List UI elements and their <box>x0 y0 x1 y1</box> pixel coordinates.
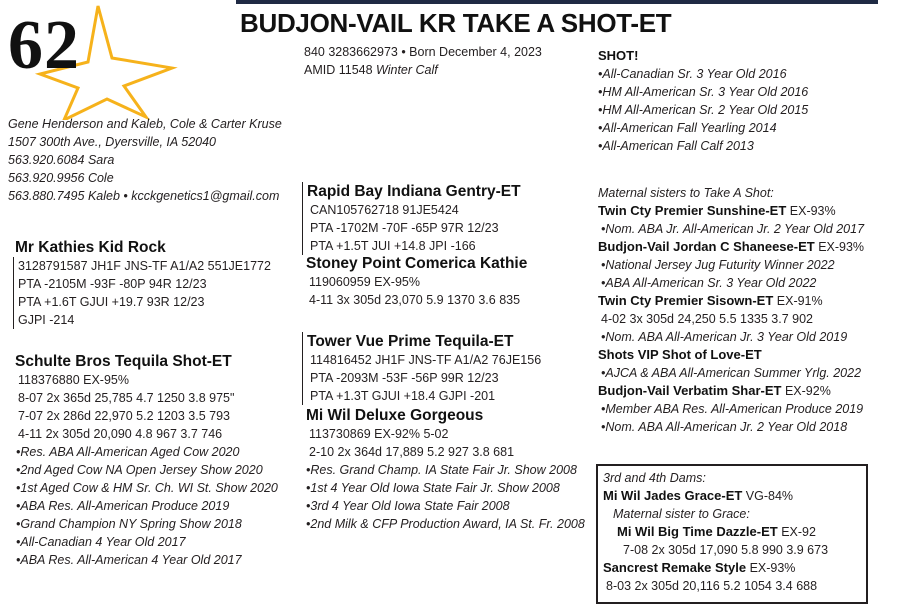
dam-honors <box>15 443 278 569</box>
dam-name: Schulte Bros Tequila Shot-ET <box>15 353 232 370</box>
sire-line: GJPI -214 <box>18 313 75 327</box>
sister-score: EX-93% <box>786 204 836 218</box>
sire-details <box>13 257 271 329</box>
consignor-line: Gene Henderson and Kaleb, Cole & Carter Kruse <box>8 117 282 131</box>
maternal-sisters-block <box>598 184 864 436</box>
sister-honor: •Nom. ABA Jr. All-American Jr. 2 Year Old 2017 <box>601 222 865 236</box>
sister-honor: •Member ABA Res. All-American Produce 2019 <box>601 402 864 416</box>
consignor-line: 563.920.6084 Sara <box>8 153 115 167</box>
sister-score: EX-92% <box>781 384 831 398</box>
maternal-heading: Maternal sisters to Take A Shot: <box>598 186 774 200</box>
sister-honor: •Nom. ABA All-American Jr. 3 Year Old 2019 <box>601 330 848 344</box>
sister-name: Budjon-Vail Jordan C Shaneese-ET <box>598 239 815 254</box>
dam-record: 8-07 2x 365d 25,785 4.7 1250 3.8 975" <box>18 391 235 405</box>
dam-details <box>15 371 278 443</box>
shot-item: •HM All-American Sr. 2 Year Old 2015 <box>598 103 809 117</box>
dam-sire-line: PTA -2093M -53F -56P 99R 12/23 <box>310 371 499 385</box>
sire-sire-line: CAN105762718 91JE5424 <box>310 203 459 217</box>
dam-record: 7-07 2x 286d 22,970 5.2 1203 3.5 793 <box>18 409 230 423</box>
page-title: BUDJON-VAIL KR TAKE A SHOT-ET <box>240 8 672 38</box>
dam-honor: •Grand Champion NY Spring Show 2018 <box>16 517 242 531</box>
lot-number: 62 <box>8 7 80 84</box>
maternal-sister <box>598 346 864 364</box>
dam-honor: •Res. ABA All-American Aged Cow 2020 <box>16 445 240 459</box>
dam-sire-line: PTA +1.3T GJUI +18.4 GJPI -201 <box>310 389 496 403</box>
sire-dam-name: Stoney Point Comerica Kathie <box>306 255 528 272</box>
shot-heading: SHOT! <box>598 48 639 63</box>
dam-honor: •2nd Aged Cow NA Open Jersey Show 2020 <box>16 463 263 477</box>
grace-sister-score: EX-92 <box>777 525 816 539</box>
shot-item: •All-American Fall Calf 2013 <box>598 139 754 153</box>
sire-line: 3128791587 JH1F JNS-TF A1/A2 551JE1772 <box>18 259 271 273</box>
dam-dam-honor: •3rd 4 Year Old Iowa State Fair 2008 <box>306 499 510 513</box>
top-accent-bar <box>236 0 878 4</box>
sister-name: Twin Cty Premier Sisown-ET <box>598 293 774 308</box>
amid-line <box>304 61 542 79</box>
sire-line: PTA -2105M -93F -80P 94R 12/23 <box>18 277 207 291</box>
sire-sire-name: Rapid Bay Indiana Gentry-ET <box>307 183 521 200</box>
sire-block <box>15 238 271 329</box>
consignor-line: 563.880.7495 Kaleb • kcckgenetics1@gmail.com <box>8 189 280 203</box>
dam-honor: •ABA Res. All-American 4 Year Old 2017 <box>16 553 242 567</box>
sister-name: Shots VIP Shot of Love-ET <box>598 347 762 362</box>
class-value: Winter Calf <box>376 63 438 77</box>
grace-sister-heading: Maternal sister to Grace: <box>613 507 750 521</box>
sire-sire-line: PTA -1702M -70F -65P 97R 12/23 <box>310 221 499 235</box>
dam-dam-name: Mi Wil Deluxe Gorgeous <box>306 407 484 424</box>
sister-record: 4-02 3x 305d 24,250 5.5 1335 3.7 902 <box>601 312 813 326</box>
sister-honor: •National Jersey Jug Futurity Winner 2022 <box>601 258 835 272</box>
grace-sister-record: 7-08 2x 305d 17,090 5.8 990 3.9 673 <box>623 543 829 557</box>
dam-sire-line: 114816452 JH1F JNS-TF A1/A2 76JE156 <box>310 353 542 367</box>
dam-record: 4-11 2x 305d 20,090 4.8 967 3.7 746 <box>18 427 223 441</box>
dam-honor: •ABA Res. All-American Produce 2019 <box>16 499 230 513</box>
shot-item: •HM All-American Sr. 3 Year Old 2016 <box>598 85 809 99</box>
registration-info <box>304 43 542 79</box>
fourth-dam-score: EX-93% <box>746 561 796 575</box>
maternal-sister <box>598 202 864 220</box>
dam-dam-block <box>306 406 585 533</box>
third-dam-name: Mi Wil Jades Grace-ET <box>603 488 743 503</box>
sire-dam-block <box>306 254 527 309</box>
maternal-sister <box>598 382 864 400</box>
consignor-line: 1507 300th Ave., Dyersville, IA 52040 <box>8 135 217 149</box>
dams-box <box>596 464 868 604</box>
sire-name: Mr Kathies Kid Rock <box>15 239 166 256</box>
sister-honor: •AJCA & ABA All-American Summer Yrlg. 2022 <box>601 366 862 380</box>
maternal-sister <box>598 238 864 256</box>
shot-block <box>598 47 808 155</box>
dam-sire-name: Tower Vue Prime Tequila-ET <box>307 333 514 350</box>
amid-value: AMID 11548 <box>304 63 373 77</box>
dam-dam-honor: •Res. Grand Champ. IA State Fair Jr. Show 2008 <box>306 463 577 477</box>
sire-sire-line: PTA +1.5T JUI +14.8 JPI -166 <box>310 239 476 253</box>
dam-sire-block <box>302 332 541 405</box>
dams-box-heading: 3rd and 4th Dams: <box>603 471 706 485</box>
sister-score: EX-93% <box>814 240 865 254</box>
sire-dam-line: 119060959 EX-95% <box>309 275 420 289</box>
fourth-dam <box>603 559 866 577</box>
third-dam-score: VG-84% <box>742 489 794 503</box>
fourth-dam-record: 8-03 2x 305d 20,116 5.2 1054 3.4 688 <box>606 579 818 593</box>
consignor-line: 563.920.9956 Cole <box>8 171 114 185</box>
sister-name: Budjon-Vail Verbatim Shar-ET <box>598 383 782 398</box>
dam-honor: •All-Canadian 4 Year Old 2017 <box>16 535 186 549</box>
fourth-dam-name: Sancrest Remake Style <box>603 560 747 575</box>
grace-sister <box>603 523 866 541</box>
grace-sister-name: Mi Wil Big Time Dazzle-ET <box>617 524 778 539</box>
sire-line: PTA +1.6T GJUI +19.7 93R 12/23 <box>18 295 205 309</box>
registration-line: 840 3283662973 • Born December 4, 2023 <box>304 45 542 59</box>
sister-name: Twin Cty Premier Sunshine-ET <box>598 203 787 218</box>
dam-dam-honor: •2nd Milk & CFP Production Award, IA St. Fr. 2008 <box>306 517 585 531</box>
dam-block <box>15 352 278 569</box>
dam-dam-honor: •1st 4 Year Old Iowa State Fair Jr. Show 2008 <box>306 481 560 495</box>
sire-dam-line: 4-11 3x 305d 23,070 5.9 1370 3.6 835 <box>309 293 521 307</box>
dam-dam-line: 113730869 EX-92% 5-02 <box>309 427 449 441</box>
sire-sire-block <box>302 182 521 255</box>
shot-item: •All-Canadian Sr. 3 Year Old 2016 <box>598 67 787 81</box>
shot-item: •All-American Fall Yearling 2014 <box>598 121 777 135</box>
sister-honor: •ABA All-American Sr. 3 Year Old 2022 <box>601 276 817 290</box>
sister-score: EX-91% <box>773 294 823 308</box>
sister-honor: •Nom. ABA All-American Jr. 2 Year Old 2018 <box>601 420 848 434</box>
consignor-block <box>8 115 282 205</box>
maternal-sister <box>598 292 864 310</box>
dam-honor: •1st Aged Cow & HM Sr. Ch. WI St. Show 2020 <box>16 481 278 495</box>
dam-id-line: 118376880 EX-95% <box>18 373 129 387</box>
third-dam <box>603 487 866 505</box>
dam-dam-line: 2-10 2x 364d 17,889 5.2 927 3.8 681 <box>309 445 515 459</box>
